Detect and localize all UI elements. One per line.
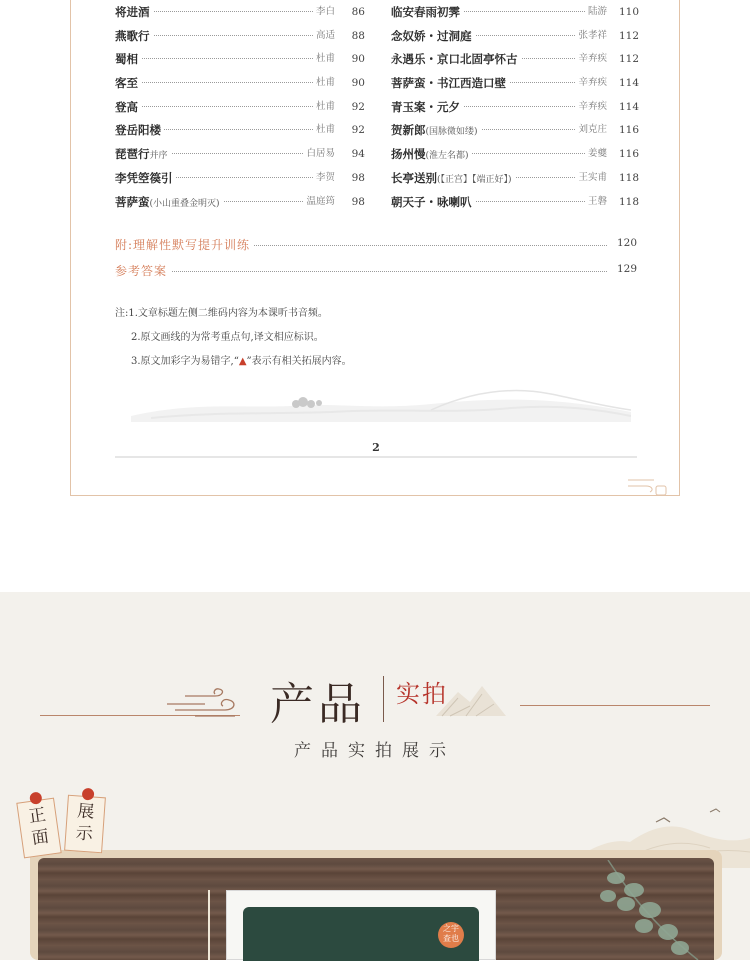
entry-title xyxy=(115,51,141,67)
entry-title-text: 朝天子・咏喇叭 xyxy=(391,194,472,209)
entry-author: 杜甫 xyxy=(313,122,335,138)
entry-note: 并序 xyxy=(149,151,168,162)
entry-author: 白居易 xyxy=(303,146,335,162)
appendix-title: 附:理解性默写提升训练 xyxy=(115,236,254,253)
entry-author: 张孝祥 xyxy=(575,28,607,44)
entry-author: 姜夔 xyxy=(585,146,607,162)
entry-author: 王实甫 xyxy=(575,170,607,186)
entry-title-text: 菩萨蛮・书江西造口壁 xyxy=(391,76,506,91)
entry-author: 李贺 xyxy=(313,170,335,186)
header-line-right xyxy=(520,705,710,706)
entry-title xyxy=(115,99,141,115)
entry-title-text: 登高 xyxy=(115,99,138,114)
appendix-page: 120 xyxy=(616,237,637,249)
entry-page: 88 xyxy=(351,29,365,42)
entry-author: 温庭筠 xyxy=(303,194,335,210)
answers-page: 129 xyxy=(616,263,637,275)
entry-title xyxy=(115,146,171,164)
entry-page: 118 xyxy=(618,195,639,208)
toc-entry[interactable] xyxy=(115,28,365,52)
publisher-logo-icon: 之宇 查也 xyxy=(438,922,464,948)
cloud-swirl-icon xyxy=(165,684,245,718)
entry-title-text: 扬州慢 xyxy=(391,147,426,162)
red-pin-icon xyxy=(82,788,95,801)
toc-left-column xyxy=(115,4,365,217)
section-title-accent: 实拍 xyxy=(396,680,448,708)
entry-note: (淮左名都) xyxy=(425,151,469,162)
entry-page: 112 xyxy=(618,53,639,66)
entry-title xyxy=(391,146,472,164)
note-1: 注:1.文章标题左侧二维码内容为本课听书音频。 xyxy=(115,308,328,319)
entry-author: 辛弃疾 xyxy=(575,51,607,67)
entry-title-text: 蜀相 xyxy=(115,52,138,67)
toc-appendix-row[interactable] xyxy=(115,236,637,254)
entry-page: 98 xyxy=(351,195,365,208)
toc-entry[interactable] xyxy=(391,4,639,28)
entry-title-text: 永遇乐・京口北固亭怀古 xyxy=(391,52,518,67)
toc-entry[interactable] xyxy=(391,194,639,218)
entry-page: 114 xyxy=(618,100,639,113)
toc-entry[interactable] xyxy=(115,4,365,28)
entry-title-text: 贺新郎 xyxy=(391,123,426,138)
entry-page: 114 xyxy=(618,77,639,90)
entry-title-text: 李凭箜篌引 xyxy=(115,170,173,185)
toc-page xyxy=(70,0,680,496)
toc-entry[interactable] xyxy=(115,194,365,218)
entry-title-text: 念奴娇・过洞庭 xyxy=(391,28,472,43)
leader-dots xyxy=(115,271,607,272)
entry-author: 杜甫 xyxy=(313,75,335,91)
entry-author: 辛弃疾 xyxy=(575,99,607,115)
entry-page: 86 xyxy=(351,6,365,18)
entry-page: 110 xyxy=(618,6,639,18)
bookmark-strip xyxy=(208,890,220,960)
entry-title xyxy=(391,170,515,188)
entry-page: 92 xyxy=(351,100,365,113)
entry-page: 90 xyxy=(351,53,365,66)
entry-title xyxy=(115,122,164,138)
toc-entry[interactable] xyxy=(115,99,365,123)
note-2: 2.原文画线的为常考重点句,译文相应标识。 xyxy=(131,332,324,343)
entry-title-text: 燕歌行 xyxy=(115,28,150,43)
section-subtitle: 产品实拍展示 xyxy=(294,741,456,761)
entry-title xyxy=(115,75,141,91)
page-footer-line xyxy=(115,456,637,458)
entry-title-text: 临安春雨初霁 xyxy=(391,5,460,19)
entry-title xyxy=(391,122,481,140)
entry-title xyxy=(115,4,153,20)
entry-page: 98 xyxy=(351,171,365,184)
entry-title xyxy=(115,28,153,44)
entry-title xyxy=(391,51,521,67)
entry-title xyxy=(391,194,475,210)
entry-title-text: 将进酒 xyxy=(115,5,150,19)
toc-entry[interactable] xyxy=(391,122,639,146)
scroll-corner-decoration xyxy=(624,474,674,500)
toc-entry[interactable] xyxy=(391,75,639,99)
leader-dots xyxy=(115,106,319,107)
entry-title-text: 登岳阳楼 xyxy=(115,123,161,138)
toc-entry[interactable] xyxy=(391,28,639,52)
toc-entry[interactable] xyxy=(115,146,365,170)
red-pin-icon xyxy=(29,791,43,805)
label-front-text: 正面 xyxy=(27,805,51,849)
toc-entry[interactable] xyxy=(115,122,365,146)
toc-right-column xyxy=(391,4,639,217)
entry-author: 刘克庄 xyxy=(575,122,607,138)
entry-title-text: 青玉案・元夕 xyxy=(391,99,460,114)
eucalyptus-leaves-decoration xyxy=(588,860,718,960)
entry-title-text: 客至 xyxy=(115,76,138,91)
entry-title xyxy=(391,28,475,44)
label-front xyxy=(16,798,61,859)
toc-entry[interactable] xyxy=(391,99,639,123)
entry-page: 94 xyxy=(351,148,365,161)
section-title-main: 产品 xyxy=(270,679,366,730)
entry-note: (【正宫】【端正好】) xyxy=(437,174,512,185)
entry-title-text: 菩萨蛮 xyxy=(115,194,150,209)
entry-title-text: 琵琶行 xyxy=(115,147,150,162)
entry-note: (国脉微如缕) xyxy=(425,127,478,138)
page-number: 2 xyxy=(372,441,380,454)
entry-page: 116 xyxy=(618,124,639,137)
entry-author: 杜甫 xyxy=(313,99,335,115)
title-divider xyxy=(383,676,384,722)
entry-title-text: 长亭送别 xyxy=(391,170,437,185)
toc-entry[interactable] xyxy=(391,146,639,170)
leader-dots xyxy=(115,82,319,83)
ink-landscape-decoration xyxy=(131,372,631,422)
label-display xyxy=(64,795,106,854)
entry-note: (小山重叠金明灭) xyxy=(149,198,220,209)
toc-entry[interactable] xyxy=(115,51,365,75)
entry-title xyxy=(115,170,176,186)
entry-page: 92 xyxy=(351,124,365,137)
entry-author: 杜甫 xyxy=(313,51,335,67)
toc-entry[interactable] xyxy=(115,170,365,194)
toc-entry[interactable] xyxy=(391,51,639,75)
label-display-text: 展示 xyxy=(75,801,96,845)
toc-answers-row[interactable] xyxy=(115,262,637,280)
entry-author: 辛弃疾 xyxy=(575,75,607,91)
entry-title xyxy=(391,99,463,115)
leader-dots xyxy=(115,58,319,59)
entry-author: 李白 xyxy=(313,4,335,20)
toc-notes xyxy=(115,302,352,374)
entry-title xyxy=(391,4,463,20)
toc-entry[interactable] xyxy=(115,75,365,99)
entry-page: 116 xyxy=(618,148,639,161)
entry-page: 118 xyxy=(618,171,639,184)
entry-author: 王磐 xyxy=(585,194,607,210)
entry-author: 陆游 xyxy=(585,4,607,20)
entry-author: 高适 xyxy=(313,28,335,44)
entry-title xyxy=(115,194,223,212)
note-3: 3.原文加彩字为易错字,“▲”表示有相关拓展内容。 xyxy=(131,356,352,367)
toc-entry[interactable] xyxy=(391,170,639,194)
entry-page: 112 xyxy=(618,29,639,42)
answers-title: 参考答案 xyxy=(115,262,171,279)
entry-title xyxy=(391,75,509,91)
entry-page: 90 xyxy=(351,77,365,90)
